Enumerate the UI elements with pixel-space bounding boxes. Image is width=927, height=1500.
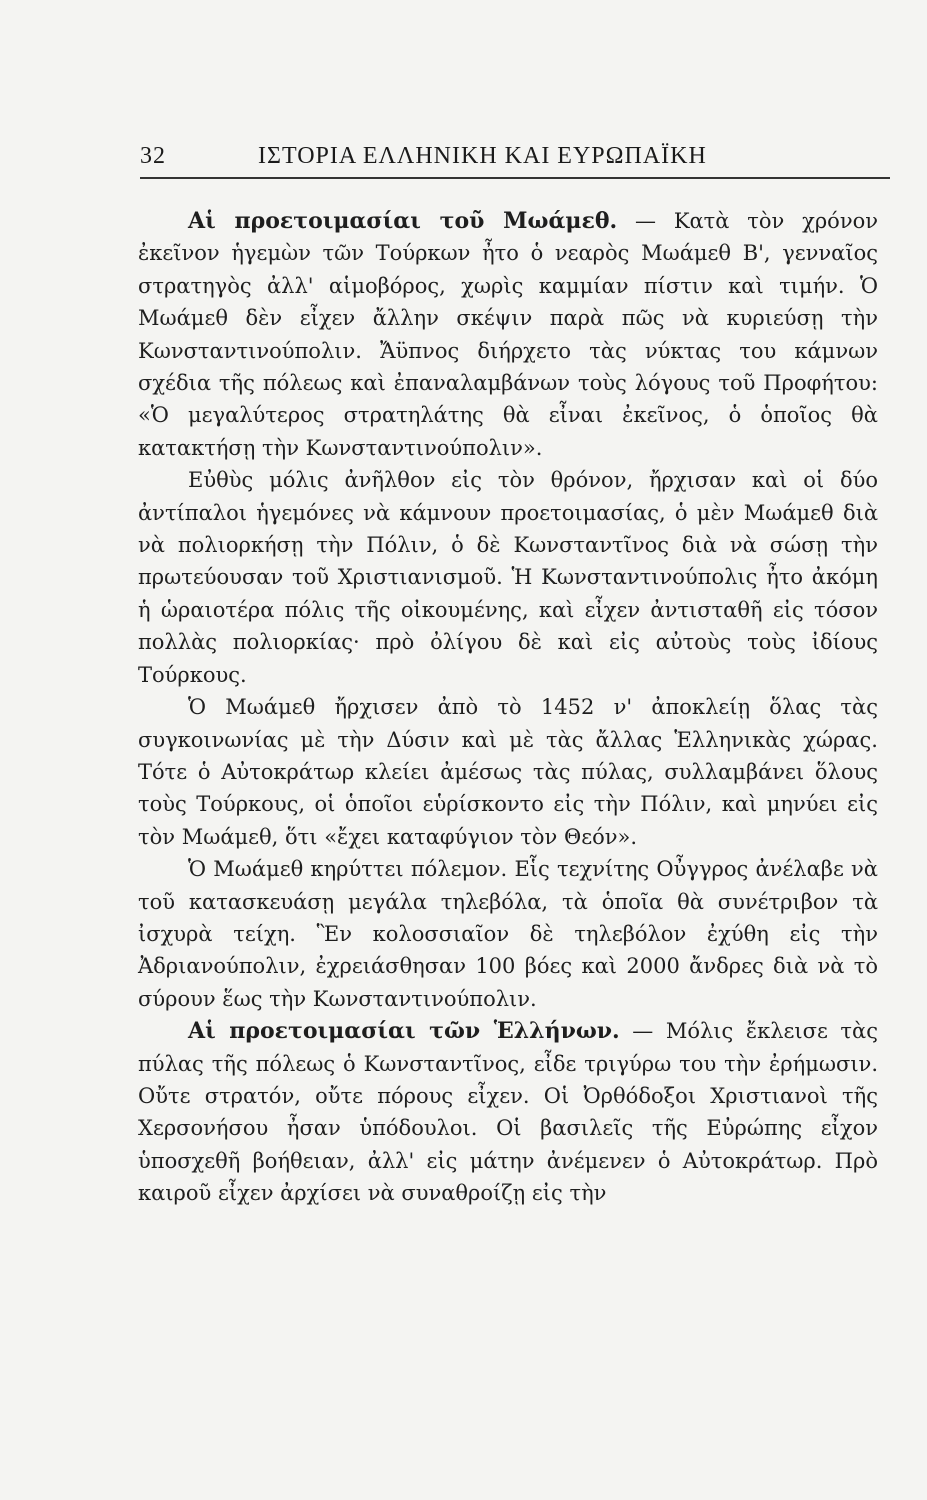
paragraph: Ὁ Μωάμεθ ἤρχισεν ἀπὸ τὸ 1452 ν' ἀποκλείῃ ὅλας τὰς συγκοινωνίας μὲ τὴν Δύσιν καὶ μὲ τὰς ἄλλας Ἑλληνικὰς χώρας. Τότε ὁ Αὐτοκράτωρ κλείει ἀμέσως τὰς πύλας, συλλαμβάνει ὅλους τοὺς Τούρκους, οἱ ὁποῖοι εὑρίσκοντο εἰς τὴν Πόλιν, καὶ μηνύει εἰς τὸν Μωάμεθ, ὅτι «ἔχει καταφύγιον τὸν Θεόν». <box>138 695 878 849</box>
paragraph-text: Μόλις ἔκλεισε τὰς πύλας τῆς πόλεως ὁ Κωνσταντῖνος, εἶδε τριγύρω του τὴν ἐρήμωσιν. Οὔτε στρατόν, οὔτε πόρους εἶχεν. Οἱ Ὀρθόδοξοι Χριστιανοὶ τῆς Χερσονήσου ἦσαν ὑπόδουλοι. Οἱ βασιλεῖς τῆς Εὐρώπης εἶχον ὑποσχεθῆ βοήθειαν, ἀλλ' εἰς μάτην ἀνέμενεν ὁ Αὐτοκράτωρ. Πρὸ καιροῦ εἶχεν ἀρχίσει νὰ συναθροίζῃ εἰς τὴν <box>138 1019 878 1206</box>
header-rule <box>140 177 890 179</box>
section-paragraph-greeks <box>138 1015 878 1209</box>
page-number: 32 <box>140 143 166 169</box>
running-header <box>140 143 890 177</box>
paragraph-text: Κατὰ τὸν χρόνον ἐκεῖνον ἡγεμὼν τῶν Τούρκων ἦτο ὁ νεαρὸς Μωάμεθ Β', γενναῖος στρατηγὸς ἀλλ' αἱμοβόρος, χωρὶς καμμίαν πίστιν καὶ τιμήν. Ὁ Μωάμεθ δὲν εἶχεν ἄλλην σκέψιν παρὰ πῶς νὰ κυριεύσῃ τὴν Κωνσταντινούπολιν. Ἄϋπνος διήρχετο τὰς νύκτας του κάμνων σχέδια τῆς πόλεως καὶ ἐπαναλαμβάνων τοὺς λόγους τοῦ Προφήτου: «Ὁ μεγαλύτερος στρατηλάτης θὰ εἶναι ἐκεῖνος, ὁ ὁποῖος θὰ κατακτήσῃ τὴν Κωνσταντινούπολιν». <box>138 209 878 460</box>
paragraph: Ὁ Μωάμεθ κηρύττει πόλεμον. Εἷς τεχνίτης Οὖγγρος ἀνέλαβε νὰ τοῦ κατασκευάσῃ μεγάλα τηλεβόλα, τὰ ὁποῖα θὰ συνέτριβον τὰ ἰσχυρὰ τείχη. Ἓν κολοσσιαῖον δὲ τηλεβόλον ἐχύθη εἰς τὴν Ἀδριανούπολιν, ἐχρειάσθησαν 100 βόες καὶ 2000 ἄνδρες διὰ νὰ τὸ σύρουν ἕως τὴν Κωνσταντινούπολιν. <box>138 857 878 1011</box>
heading-dash: — <box>619 1019 666 1044</box>
paragraph: Εὐθὺς μόλις ἀνῆλθον εἰς τὸν θρόνον, ἤρχισαν καὶ οἱ δύο ἀντίπαλοι ἡγεμόνες νὰ κάμνουν προετοιμασίας, ὁ μὲν Μωάμεθ διὰ νὰ πολιορκήσῃ τὴν Πόλιν, ὁ δὲ Κωνσταντῖνος διὰ νὰ σώσῃ τὴν πρωτεύουσαν τοῦ Χριστιανισμοῦ. Ἡ Κωνσταντινούπολις ἦτο ἀκόμη ἡ ὡραιοτέρα πόλις τῆς οἰκουμένης, καὶ εἶχεν ἀντισταθῆ εἰς τόσον πολλὰς πολιορκίας· πρὸ ὀλίγου δὲ καὶ εἰς αὐτοὺς τοὺς ἰδίους Τούρκους. <box>138 468 878 687</box>
heading-dash: — <box>617 209 674 233</box>
section-heading-mohammed: Αἱ προετοιμασίαι τοῦ Μωάμεθ. <box>188 208 618 234</box>
section-paragraph-mohammed <box>138 205 878 464</box>
running-title: ΙΣΤΟΡΙΑ ΕΛΛΗΝΙΚΗ ΚΑΙ ΕΥΡΩΠΑΪΚΗ <box>258 143 707 169</box>
body-text <box>138 205 878 1210</box>
section-heading-greeks: Αἱ προετοιμασίαι τῶν Ἑλλήνων. <box>188 1018 620 1045</box>
